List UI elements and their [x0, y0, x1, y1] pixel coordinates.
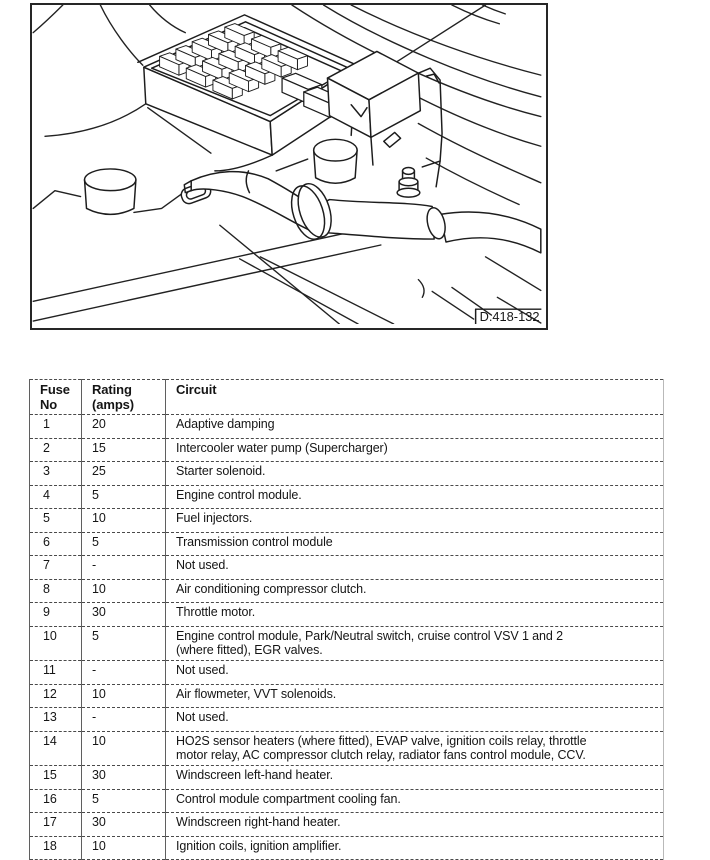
circuit-cell: HO2S sensor heaters (where fitted), EVAP valve, ignition coils relay, throttle motor relay, AC compressor clutch relay, radiator fans control module, CCV. — [166, 731, 664, 766]
fuse-table — [29, 379, 664, 860]
table-row — [30, 462, 664, 486]
fuse-no-cell: 15 — [30, 766, 82, 790]
fuse-no-cell: 4 — [30, 485, 82, 509]
fuse-no-cell: 5 — [30, 509, 82, 533]
table-row — [30, 708, 664, 732]
fusebox-figure — [30, 3, 548, 330]
rating-cell: 30 — [82, 813, 166, 837]
rating-cell: 30 — [82, 603, 166, 627]
table-row — [30, 415, 664, 439]
circuit-cell: Engine control module, Park/Neutral switch, cruise control VSV 1 and 2 (where fitted), EGR valves. — [166, 626, 664, 661]
header-fuse-no: Fuse No — [30, 380, 82, 415]
circuit-cell: Control module compartment cooling fan. — [166, 789, 664, 813]
table-row — [30, 509, 664, 533]
cylinder-boss — [314, 139, 357, 183]
circuit-cell: Throttle motor. — [166, 603, 664, 627]
table-row — [30, 438, 664, 462]
header-circuit: Circuit — [166, 380, 664, 415]
rating-cell: 5 — [82, 626, 166, 661]
circuit-cell: Air conditioning compressor clutch. — [166, 579, 664, 603]
rating-cell: 10 — [82, 684, 166, 708]
fuse-no-cell: 16 — [30, 789, 82, 813]
hose-tail — [440, 212, 541, 253]
fuse-no-cell: 18 — [30, 836, 82, 860]
fuse-no-cell: 6 — [30, 532, 82, 556]
fuse-no-cell: 7 — [30, 556, 82, 580]
circuit-cell: Not used. — [166, 661, 664, 685]
rating-cell: 5 — [82, 485, 166, 509]
rating-cell: 5 — [82, 789, 166, 813]
rating-cell: 5 — [82, 532, 166, 556]
hose-clamp-band — [285, 180, 337, 244]
table-row — [30, 813, 664, 837]
rating-cell: 10 — [82, 579, 166, 603]
reservoir-cap-cylinder — [85, 169, 136, 214]
table-row — [30, 731, 664, 766]
circuit-cell: Ignition coils, ignition amplifier. — [166, 836, 664, 860]
rating-cell: - — [82, 661, 166, 685]
fuse-no-cell: 13 — [30, 708, 82, 732]
table-row — [30, 532, 664, 556]
table-row — [30, 626, 664, 661]
circuit-cell: Windscreen left-hand heater. — [166, 766, 664, 790]
table-row — [30, 789, 664, 813]
fusebox-illustration — [32, 5, 542, 324]
fuse-no-cell: 8 — [30, 579, 82, 603]
circuit-cell: Transmission control module — [166, 532, 664, 556]
rating-cell: 20 — [82, 415, 166, 439]
table-header-row — [30, 380, 664, 415]
rating-cell: 10 — [82, 509, 166, 533]
fuse-no-cell: 10 — [30, 626, 82, 661]
table-row — [30, 766, 664, 790]
rating-cell: 10 — [82, 836, 166, 860]
table-row — [30, 836, 664, 860]
fuse-no-cell: 3 — [30, 462, 82, 486]
circuit-cell: Fuel injectors. — [166, 509, 664, 533]
table-row — [30, 485, 664, 509]
circuit-cell: Engine control module. — [166, 485, 664, 509]
table-row — [30, 579, 664, 603]
rating-cell: 25 — [82, 462, 166, 486]
circuit-cell: Adaptive damping — [166, 415, 664, 439]
circuit-cell: Not used. — [166, 556, 664, 580]
rating-cell: 15 — [82, 438, 166, 462]
figure-number: D.418-132 — [479, 309, 540, 324]
table-row — [30, 556, 664, 580]
fuse-no-cell: 9 — [30, 603, 82, 627]
fuse-no-cell: 11 — [30, 661, 82, 685]
circuit-cell: Starter solenoid. — [166, 462, 664, 486]
rating-cell: 30 — [82, 766, 166, 790]
fuse-no-cell: 14 — [30, 731, 82, 766]
rating-cell: - — [82, 556, 166, 580]
table-row — [30, 684, 664, 708]
fuse-no-cell: 17 — [30, 813, 82, 837]
table-row — [30, 661, 664, 685]
table-row — [30, 603, 664, 627]
circuit-cell: Windscreen right-hand heater. — [166, 813, 664, 837]
rating-cell: - — [82, 708, 166, 732]
fuse-no-cell: 12 — [30, 684, 82, 708]
terminal-bolt — [397, 167, 420, 197]
fuse-no-cell: 1 — [30, 415, 82, 439]
circuit-cell: Not used. — [166, 708, 664, 732]
figure-number-box — [476, 309, 541, 324]
circuit-cell: Air flowmeter, VVT solenoids. — [166, 684, 664, 708]
fuse-no-cell: 2 — [30, 438, 82, 462]
circuit-cell: Intercooler water pump (Supercharger) — [166, 438, 664, 462]
header-rating: Rating (amps) — [82, 380, 166, 415]
rating-cell: 10 — [82, 731, 166, 766]
